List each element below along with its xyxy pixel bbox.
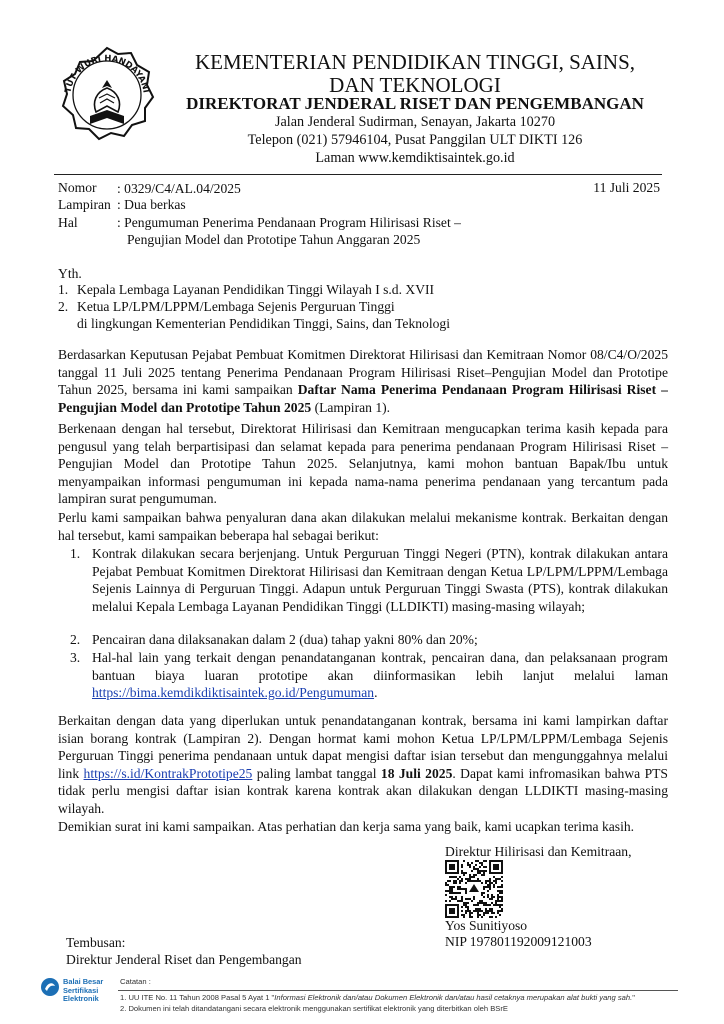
paragraph-2: Berkenaan dengan hal tersebut, Direktorat Hilirisasi dan Kemitraan mengucapkan terima kasih kepada para pengusul yang telah berpartisipasi dan selamat kepada para penerima pendanaan Program Hilirisasi Riset – Pengujian Model dan Prototipe Tahun 2025. Selanjutnya, kami mohon bantuan Bapak/Ibu untuk menyampaikan informasi pengumuman ini kepada nama-nama penerima pendanaan yang tercantum pada lampiran surat pengumuman. [58,421,668,506]
footer-catatan: Catatan : [120,977,151,986]
paragraph-4 [58,712,668,817]
phone: Telepon (021) 57946104, Pusat Panggilan ULT DIKTI 126 [247,132,583,148]
ministry-name-line1: KEMENTERIAN PENDIDIKAN TINGGI, SAINS, [195,50,635,74]
recipient-1-num: 1. [58,282,69,297]
logo-motto: TUT WURI HANDAYANI [63,53,151,94]
footer-divider [118,990,678,991]
list-item-3-num: 3. [70,650,81,665]
ministry-logo [52,40,162,150]
lampiran-value: : Dua berkas [117,197,186,212]
bsre-logo-icon [40,977,60,997]
signatory-nip: NIP 197801192009121003 [445,934,592,949]
bsre-line2: Sertifikasi [63,985,99,995]
list-item-1-num: 1. [70,546,81,561]
note-1-text: 1. UU ITE No. 11 Tahun 2008 Pasal 5 Ayat 1 " [120,993,275,1002]
bima-link[interactable]: https://bima.kemdikdiktisaintek.go.id/Pengumuman [92,685,375,700]
cc-label: Tembusan: [66,935,126,950]
list-item-3 [92,649,668,702]
letterhead-divider [54,174,662,175]
list-item-1: Kontrak dilakukan secara berjenjang. Untuk Perguruan Tinggi Negeri (PTN), kontrak dilakukan antara Pejabat Pembuat Komitmen Direktorat Hilirisasi dan Kemitraan dengan Ketua LP/LPM/LPPM/Lembaga Sejenis Lainnya di Perguruan Tinggi. Adapun untuk Perguruan Tinggi Swasta (PTS), kontrak dilakukan melalui Kepala Lembaga Layanan Pendidikan Tinggi (LLDIKTI) masing-masing wilayah; [92,546,668,614]
cc-item: Direktur Jenderal Riset dan Pengembangan [66,952,302,967]
signatory-name: Yos Sunitiyoso [445,918,528,933]
recipient-1: Kepala Lembaga Layanan Pendidikan Tinggi Wilayah I s.d. XVII [77,282,435,297]
list-item-2-num: 2. [70,632,81,647]
footer-note-1 [120,993,690,1003]
recipient-2-num: 2. [58,299,69,314]
hal-value-line1: : Pengumuman Penerima Pendanaan Program Hilirisasi Riset – [117,215,461,230]
salutation: Yth. [58,266,82,281]
address: Jalan Jenderal Sudirman, Senayan, Jakarta 10270 [274,114,556,130]
kontrak-link[interactable]: https://s.id/KontrakPrototipe25 [83,765,253,781]
note-1-end: " [632,993,635,1002]
nomor-label: Nomor [58,180,97,195]
paragraph-3: Perlu kami sampaikan bahwa penyaluran dana akan dilakukan melalui mekanisme kontrak. Berkaitan dengan hal tersebut, kami sampaikan beberapa hal sebagai berikut: [58,510,668,543]
footer-note-2: 2. Dokumen ini telah ditandatangani secara elektronik menggunakan sertifikat elektronik yang diterbitkan oleh BSrE [120,1004,508,1013]
nomor-value: : 0329/C4/AL.04/2025 [117,181,241,196]
hal-value-line2: Pengujian Model dan Prototipe Tahun Anggaran 2025 [127,232,421,247]
list-item-3-end: . [374,685,378,700]
paragraph-4-end: . Dapat kami infromasikan bahwa PTS tidak perlu mengisi daftar isian kontrak karena kontrak akan dilakukan dengan LLDIKTI masing-masing wilayah. [58,765,668,816]
letter-date: 11 Juli 2025 [593,180,660,195]
list-item-2: Pencairan dana dilaksanakan dalam 2 (dua) tahap yakni 80% dan 20%; [92,632,478,647]
lampiran-label: Lampiran [58,197,111,212]
ministry-name-line2: DAN TEKNOLOGI [329,73,501,97]
list-item-3-text: Hal-hal lain yang terkait dengan penandatanganan kontrak, pencairan dana, dan pelaksanaan program bantuan biaya luaran prototipe akan diinformasikan lebih lanjut melalui laman [92,650,668,683]
letterhead-contact [150,113,680,167]
paragraph-4-mid: paling lambat tanggal [252,765,381,781]
recipient-2-line2: di lingkungan Kementerian Pendidikan Tinggi, Sains, dan Teknologi [77,316,450,331]
note-1-quote: Informasi Elektronik dan/atau Dokumen Elektronik dan/atau hasil cetaknya merupakan alat bukti yang sah. [274,993,633,1002]
bsre-name [63,978,103,1004]
paragraph-1-end: (Lampiran 1). [311,399,391,415]
paragraph-5: Demikian surat ini kami sampaikan. Atas perhatian dan kerja sama yang baik, kami ucapkan terima kasih. [58,819,635,834]
signatory-title: Direktur Hilirisasi dan Kemitraan, [445,844,632,859]
website: Laman www.kemdiktisaintek.go.id [315,150,515,166]
deadline-date: 18 Juli 2025 [380,765,453,781]
paragraph-1 [58,346,668,416]
directorate-name: DIREKTORAT JENDERAL RISET DAN PENGEMBANGAN [186,94,644,113]
qr-code [445,860,503,918]
recipient-2: Ketua LP/LPM/LPPM/Lembaga Sejenis Perguruan Tinggi [77,299,395,314]
paragraph-4-text: Berkaitan dengan data yang diperlukan untuk penandatanganan kontrak, bersama ini kami lampirkan daftar isian borang kontrak (Lampiran 2). Dengan hormat kami mohon Ketua LP/LPM/LPPM/Lembaga Sejenis Perguruan Tinggi penerima pendanaan untuk dapat mengisi daftar isian tersebut dan mengunggahnya melalui link [58,713,668,781]
hal-label: Hal [58,215,78,230]
paragraph-1-bold: Daftar Nama Penerima Pendanaan Program Hilirisasi Riset – Pengujian Model dan Prototipe Tahun 2025 [58,382,668,415]
bsre-line3: Elektronik [63,994,99,1003]
paragraph-1-text: Berdasarkan Keputusan Pejabat Pembuat Komitmen Direktorat Hilirisasi dan Kemitraan Nomor 08/C4/O/2025 tanggal 11 Juli 2025 tentang Penerima Pendanaan Program Hilirisasi Riset–Pengujian Model dan Prototipe Tahun 2025, bersama ini kami sampaikan [58,347,668,397]
bsre-line1: Balai Besar [63,977,104,986]
